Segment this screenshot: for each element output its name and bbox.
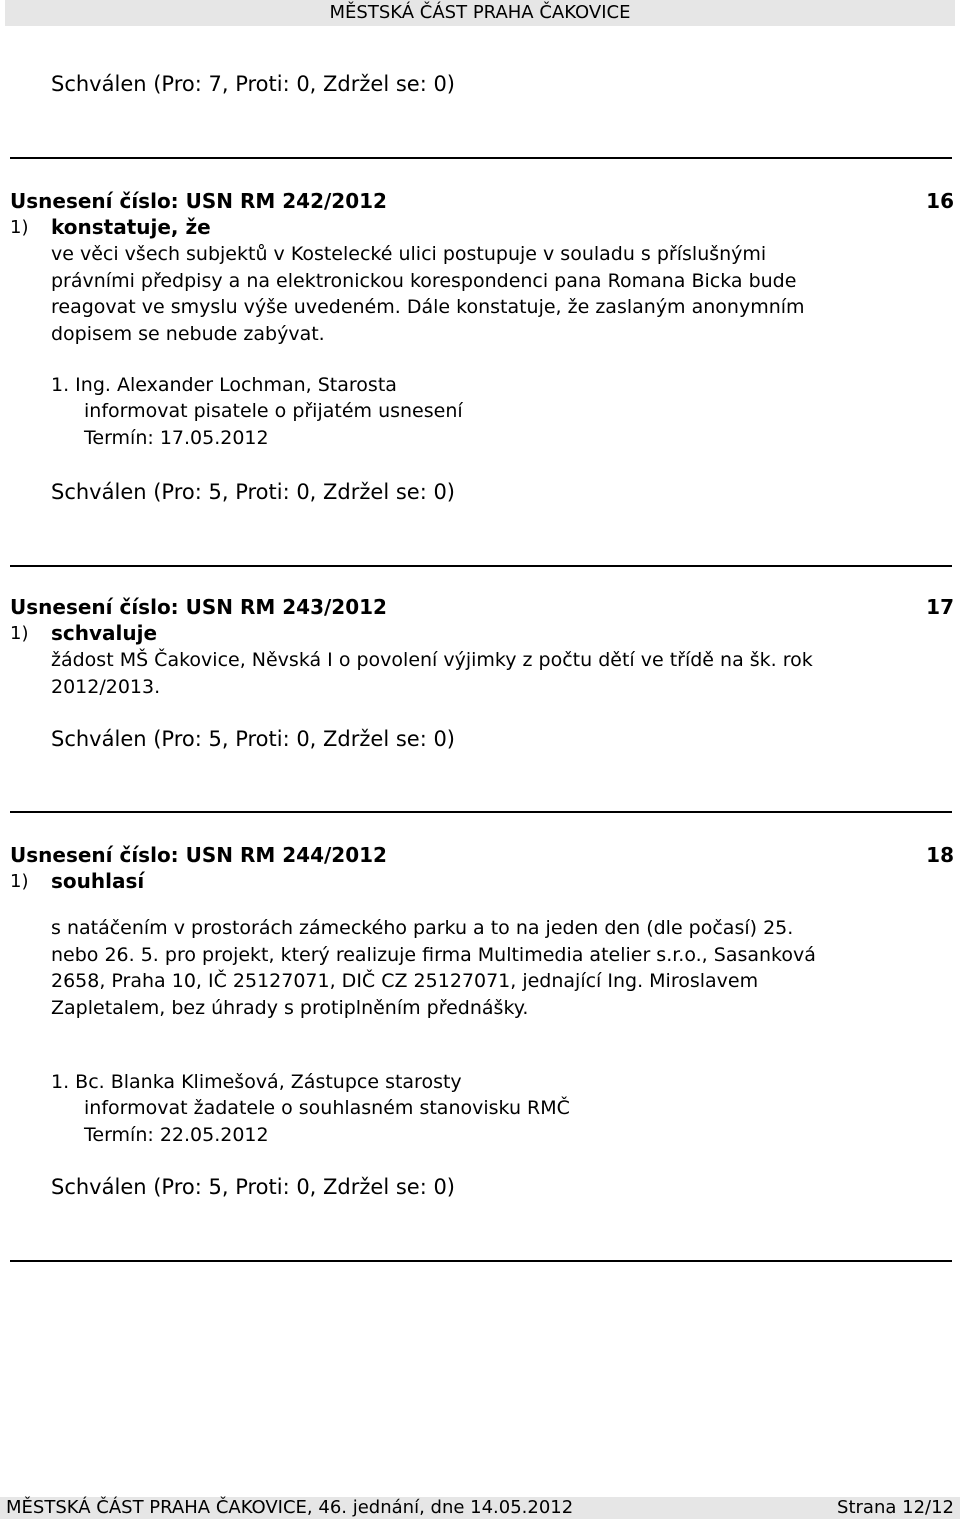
divider <box>10 565 952 567</box>
vote-result: Schválen (Pro: 5, Proti: 0, Zdržel se: 0) <box>51 480 456 504</box>
task-responsible: 1. Ing. Alexander Lochman, Starosta <box>51 374 397 396</box>
text-line: 2012/2013. <box>51 675 161 698</box>
resolution-title: Usnesení číslo: USN RM 244/2012 <box>10 843 387 867</box>
page-number: Strana 12/12 <box>837 1497 954 1518</box>
resolution-text <box>51 647 956 700</box>
resolution-text <box>51 915 956 1021</box>
divider <box>10 811 952 813</box>
text-line: ve věci všech subjektů v Kostelecké ulici postupuje v souladu s příslušnými <box>51 243 767 265</box>
text-line: právními předpisy a na elektronickou korespondenci pana Romana Bicka bude <box>51 269 797 292</box>
resolution-verb: schvaluje <box>51 621 158 645</box>
page-footer <box>0 1497 960 1519</box>
page-header <box>5 0 955 26</box>
text-line: nebo 26. 5. pro projekt, který realizuje firma Multimedia atelier s.r.o., Sasanková <box>51 943 816 966</box>
divider <box>10 1260 952 1262</box>
point-number: 1) <box>10 871 29 892</box>
task-action: informovat žadatele o souhlasném stanovisku RMČ <box>84 1097 570 1119</box>
text-line: žádost MŠ Čakovice, Něvská I o povolení výjimky z počtu dětí ve třídě na šk. rok <box>51 649 813 671</box>
text-line: reagovat ve smyslu výše uvedeném. Dále konstatuje, že zaslaným anonymním <box>51 296 805 318</box>
vote-result: Schválen (Pro: 5, Proti: 0, Zdržel se: 0) <box>51 1175 456 1199</box>
resolution-number: 16 <box>926 189 954 213</box>
task-responsible: 1. Bc. Blanka Klimešová, Zástupce starosty <box>51 1071 462 1093</box>
header-title: MĚSTSKÁ ČÁST PRAHA ČAKOVICE <box>329 2 631 23</box>
task-deadline: Termín: 22.05.2012 <box>84 1124 269 1146</box>
text-line: 2658, Praha 10, IČ 25127071, DIČ CZ 25127071, jednající Ing. Miroslavem <box>51 970 759 992</box>
resolution-verb: konstatuje, že <box>51 215 211 239</box>
point-number: 1) <box>10 217 29 238</box>
task-action: informovat pisatele o přijatém usnesení <box>84 400 463 422</box>
resolution-title: Usnesení číslo: USN RM 242/2012 <box>10 189 387 213</box>
vote-result: Schválen (Pro: 7, Proti: 0, Zdržel se: 0) <box>51 72 456 96</box>
text-line: Zapletalem, bez úhrady s protiplněním přednášky. <box>51 996 529 1019</box>
task-deadline: Termín: 17.05.2012 <box>84 427 269 449</box>
text-line: dopisem se nebude zabývat. <box>51 322 325 345</box>
resolution-title: Usnesení číslo: USN RM 243/2012 <box>10 595 387 619</box>
resolution-number: 17 <box>926 595 954 619</box>
point-number: 1) <box>10 623 29 644</box>
divider <box>10 157 952 159</box>
footer-meeting-info: MĚSTSKÁ ČÁST PRAHA ČAKOVICE, 46. jednání, dne 14.05.2012 <box>6 1497 574 1518</box>
resolution-number: 18 <box>926 843 954 867</box>
resolution-verb: souhlasí <box>51 869 145 893</box>
vote-result: Schválen (Pro: 5, Proti: 0, Zdržel se: 0) <box>51 727 456 751</box>
text-line: s natáčením v prostorách zámeckého parku a to na jeden den (dle počasí) 25. <box>51 917 794 939</box>
resolution-text <box>51 241 951 347</box>
